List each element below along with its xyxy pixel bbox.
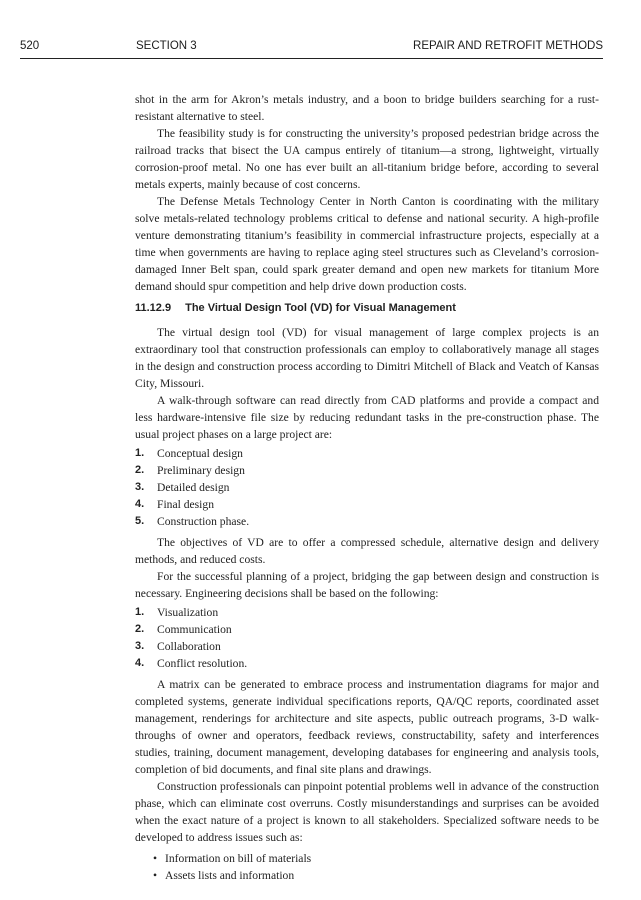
paragraph: A matrix can be generated to embrace process and instrumentation diagrams for major and completed systems, generate individual specifications reports, QA/QC reports, coordinated asset management, renderings for architecture and site aspects, public outreach programs, 3-D walk-throughs of owner and operators, feedback reviews, constructability, safety and interferences studies, training, document management, developing databases for engineering and analysis tools, completion of bid documents, and final site plans and drawings.	[135, 678, 599, 776]
list-number: 2.	[135, 464, 145, 476]
list-text: Conflict resolution.	[157, 657, 248, 670]
section-title: The Virtual Design Tool (VD) for Visual Management	[185, 302, 456, 314]
software-issues-list	[135, 850, 599, 884]
list-text: Collaboration	[157, 640, 221, 653]
paragraph-continued: shot in the arm for Akron’s metals industry, and a boon to bridge builders searching for a rust-resistant alternative to steel.	[135, 93, 599, 123]
section-heading	[135, 300, 599, 317]
paragraph: The Defense Metals Technology Center in North Canton is coordinating with the military solve metals-related technology problems critical to defense and national security. A high-profile venture demonstrating titanium’s feasibility in commercial infrastructure projects, especially at a time when governments are having to replace aging steel structures such as Cleveland’s corrosion-damaged Inner Belt span, could spark greater demand and open new markets for titanium More demand should spur competition and help drive down production costs.	[135, 195, 599, 293]
paragraph: A walk-through software can read directly from CAD platforms and provide a compact and less hardware-intensive file size by reducing redundant tasks in the pre-construction phase. The usual project phases on a large project are:	[135, 394, 599, 441]
list-number: 1.	[135, 606, 145, 618]
chapter-title: REPAIR AND RETROFIT METHODS	[413, 40, 603, 52]
list-number: 5.	[135, 515, 145, 527]
project-phases-list	[135, 445, 599, 530]
list-item	[135, 638, 599, 655]
decision-bases-list	[135, 604, 599, 672]
list-item	[135, 479, 599, 496]
running-header	[20, 40, 603, 59]
bullet-item	[135, 850, 599, 867]
page-number: 520	[20, 40, 40, 52]
list-number: 1.	[135, 447, 145, 459]
bullet-mark: •	[153, 869, 158, 882]
list-number: 2.	[135, 623, 145, 635]
paragraph: For the successful planning of a project, bridging the gap between design and construction is necessary. Engineering decisions shall be based on the following:	[135, 570, 599, 600]
paragraph: The virtual design tool (VD) for visual management of large complex projects is an extraordinary tool that construction professionals can employ to collaboratively manage all stages in the design and construction process according to Dimitri Mitchell of Black and Veatch of Kansas City, Missouri.	[135, 326, 599, 390]
list-text: Final design	[157, 498, 215, 511]
list-item	[135, 462, 599, 479]
bullet-mark: •	[153, 852, 158, 865]
list-number: 3.	[135, 640, 145, 652]
list-text: Detailed design	[157, 481, 230, 494]
section-number: 11.12.9	[135, 302, 172, 314]
section-label: SECTION 3	[136, 40, 197, 52]
bullet-text: Information on bill of materials	[165, 852, 312, 865]
list-item	[135, 621, 599, 638]
list-text: Conceptual design	[157, 447, 243, 460]
list-number: 4.	[135, 498, 145, 510]
list-text: Visualization	[157, 606, 219, 619]
list-item	[135, 445, 599, 462]
list-item	[135, 496, 599, 513]
bullet-item	[135, 867, 599, 884]
paragraph: Construction professionals can pinpoint potential problems well in advance of the construction phase, which can eliminate cost overruns. Costly misunderstandings and surprises can be avoided when the exact nature of a project is known to all stakeholders. Specialized software needs to be developed to address issues such as:	[135, 780, 599, 844]
list-text: Communication	[157, 623, 232, 636]
list-text: Construction phase.	[157, 515, 250, 528]
paragraph: The objectives of VD are to offer a compressed schedule, alternative design and delivery methods, and reduced costs.	[135, 536, 599, 566]
page-body	[135, 91, 599, 884]
list-number: 4.	[135, 657, 145, 669]
bullet-text: Assets lists and information	[165, 869, 295, 882]
list-item	[135, 655, 599, 672]
paragraph: The feasibility study is for constructing the university’s proposed pedestrian bridge across the railroad tracks that bisect the UA campus entirely of titanium—a strong, lightweight, virtually corrosion-proof metal. No one has ever built an all-titanium bridge before, according to several metals experts, mainly because of cost concerns.	[135, 127, 599, 191]
list-item	[135, 604, 599, 621]
list-item	[135, 513, 599, 530]
list-number: 3.	[135, 481, 145, 493]
list-text: Preliminary design	[157, 464, 245, 477]
